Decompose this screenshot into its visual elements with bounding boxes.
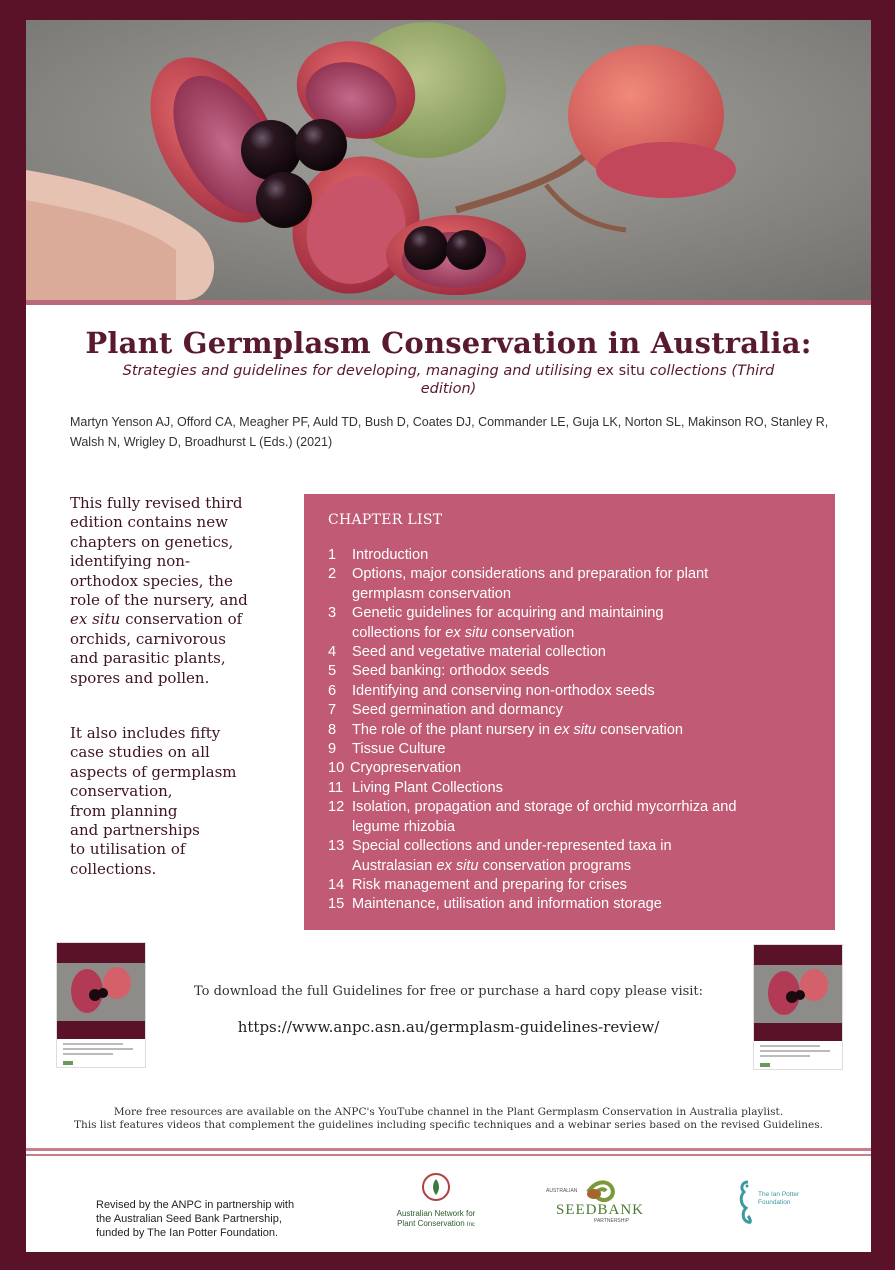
- more-resources-line: This list features videos that complement the guidelines including specific techniques and a webinar series based on the revised Guidelines.: [74, 1119, 823, 1131]
- cover-thumbnail: [753, 944, 843, 1070]
- seedbank-top: AUSTRALIAN: [546, 1188, 578, 1194]
- blurb-line: identifying non-: [70, 552, 191, 571]
- page: [26, 20, 871, 1252]
- subtitle-part: edition): [420, 381, 477, 397]
- hero-photo: [26, 20, 871, 300]
- chapter-item: [328, 837, 811, 876]
- chapter-title: [352, 798, 811, 837]
- subtitle-part: Strategies and guidelines for developing, managing and utilising: [122, 363, 597, 379]
- chapter-title: [352, 604, 811, 643]
- chapter-item: [328, 565, 811, 604]
- subtitle: [76, 362, 821, 398]
- credit-line: Revised by the ANPC in partnership with: [96, 1199, 295, 1211]
- chapter-number: 9: [328, 741, 337, 758]
- chapter-item: [328, 895, 811, 914]
- chapter-number: 4: [328, 644, 337, 661]
- footer-divider: [26, 1148, 871, 1151]
- footer-divider: [26, 1154, 871, 1156]
- blurb-line: spores and pollen.: [70, 668, 210, 687]
- authors: [70, 412, 840, 452]
- chapter-title: Cryopreservation: [350, 760, 462, 777]
- chapter-item: [328, 546, 811, 565]
- blurb-line: orchids, carnivorous: [70, 629, 226, 648]
- chapter-title: Risk management and preparing for crises: [352, 876, 627, 893]
- blurb-line: role of the nursery, and: [70, 591, 248, 610]
- download-instructions: To download the full Guidelines for free or purchase a hard copy please visit:: [193, 984, 704, 999]
- chapter-number: 11: [328, 779, 344, 796]
- chapter-title: Introduction: [352, 547, 429, 563]
- chapter-item: [328, 798, 811, 837]
- anpc-emblem-icon: [421, 1172, 451, 1202]
- case-studies-blurb: [70, 724, 270, 879]
- chapter-number: 14: [328, 876, 345, 893]
- page-title: Plant Germplasm Conservation in Australia:: [85, 326, 812, 360]
- cover-thumbnail-image: [754, 945, 843, 1070]
- guidelines-link[interactable]: https://www.anpc.asn.au/germplasm-guidelines-review/: [237, 1018, 660, 1036]
- seahorse-icon: [734, 1178, 814, 1228]
- chapter-number: 1: [328, 547, 337, 563]
- chapter-item: [328, 779, 811, 798]
- chapter-title-line: legume rhizobia: [352, 818, 456, 835]
- chapter-number: 7: [328, 702, 337, 719]
- anpc-name-line: Australian Network for: [396, 1209, 476, 1218]
- chapter-item: [328, 701, 811, 720]
- blurb-line: aspects of germplasm: [70, 762, 237, 781]
- blurb-line: from planning: [70, 801, 178, 820]
- subtitle-ex-situ: ex situ: [596, 363, 646, 379]
- blurb-line: orthodox species, the: [70, 571, 233, 590]
- chapter-list-heading: CHAPTER LIST: [328, 512, 443, 528]
- chapter-number: 6: [328, 682, 337, 699]
- chapter-item: [328, 643, 811, 662]
- chapter-title: [352, 837, 811, 876]
- blurb-line: edition contains new: [70, 513, 228, 532]
- chapter-ex-situ: ex situ: [554, 721, 597, 738]
- blurb-line: It also includes fifty: [70, 724, 221, 742]
- chapter-title: [352, 721, 811, 740]
- chapter-title: Seed and vegetative material collection: [352, 644, 606, 661]
- hero-divider: [26, 300, 871, 305]
- chapter-item: [328, 604, 811, 643]
- chapter-title: Tissue Culture: [352, 741, 446, 758]
- more-resources-line: More free resources are available on the ANPC's YouTube channel in the Plant Germplasm Conservation in Australia playlist.: [113, 1106, 784, 1118]
- chapter-title-line: germplasm conservation: [352, 585, 511, 602]
- chapter-ex-situ: ex situ: [436, 857, 479, 874]
- partnership-credit: [96, 1198, 326, 1240]
- blurb-text: conservation of: [120, 610, 243, 629]
- authors-line: Martyn Yenson AJ, Offord CA, Meagher PF, Auld TD, Bush D, Coates DJ, Commander LE, Guja LK, Norton SL, Makinson RO, Stanley R,: [70, 415, 829, 429]
- seedbank-bottom: PARTNERSHIP: [594, 1218, 630, 1224]
- chapter-title-line: Australasian: [352, 857, 437, 874]
- chapter-title-line: Options, major considerations and preparation for plant: [352, 566, 709, 583]
- chapter-item: [328, 740, 811, 759]
- chapter-number: 12: [328, 799, 345, 816]
- authors-line: Walsh N, Wrigley D, Broadhurst L (Eds.) (2021): [70, 435, 333, 449]
- cover-thumbnail-image: [57, 943, 146, 1068]
- chapter-title: Seed germination and dormancy: [352, 702, 563, 719]
- seedbank-logo: [546, 1178, 646, 1231]
- chapter-item: [328, 876, 811, 895]
- chapter-title: Living Plant Collections: [352, 779, 503, 796]
- chapter-number: 8: [328, 721, 337, 738]
- blurb-line: case studies on all: [70, 743, 210, 762]
- more-resources: [56, 1106, 841, 1132]
- anpc-name-line: [386, 1219, 486, 1230]
- chapter-ex-situ: ex situ: [445, 624, 488, 641]
- chapter-number: 13: [328, 838, 345, 855]
- chapter-number: 2: [328, 566, 337, 583]
- chapter-item: [328, 759, 811, 778]
- chapter-item: [328, 682, 811, 701]
- subtitle-part: collections (Third: [645, 363, 775, 379]
- chapter-title-line: conservation: [596, 721, 683, 738]
- anpc-name-text: Plant Conservation: [397, 1219, 465, 1228]
- chapter-title: Maintenance, utilisation and information storage: [352, 896, 662, 913]
- blurb-line: and partnerships: [70, 821, 200, 840]
- blurb-line: conservation,: [70, 782, 173, 801]
- chapter-title-line: Special collections and under-represented taxa in: [352, 838, 672, 855]
- chapter-item: [328, 662, 811, 681]
- blurb-line: to utilisation of: [70, 840, 186, 859]
- chapter-title: Seed banking: orthodox seeds: [352, 663, 550, 680]
- anpc-inc: Inc: [466, 1222, 475, 1228]
- intro-blurb: [70, 494, 270, 688]
- cover-thumbnail: [56, 942, 146, 1068]
- chapter-title-line: Genetic guidelines for acquiring and maintaining: [352, 605, 664, 622]
- chapter-title-line: The role of the plant nursery in: [352, 721, 554, 738]
- chapter-title: Identifying and conserving non-orthodox seeds: [352, 682, 655, 699]
- anpc-logo: [386, 1172, 486, 1230]
- chapter-list-box: [304, 494, 835, 930]
- chapter-title-line: conservation programs: [478, 857, 632, 874]
- ian-potter-logo: [734, 1178, 814, 1233]
- seedbank-main: SEEDBANK: [556, 1202, 645, 1218]
- blurb-line: and parasitic plants,: [70, 649, 226, 668]
- chapter-title-line: Isolation, propagation and storage of orchid mycorrhiza and: [352, 799, 737, 816]
- blurb-line: collections.: [70, 859, 157, 878]
- potter-name-line: The Ian Potter: [758, 1191, 800, 1198]
- blurb-ex-situ: ex situ: [70, 610, 121, 629]
- blurb-line: This fully revised third: [70, 494, 243, 512]
- chapter-title: [352, 565, 811, 604]
- chapter-number: 3: [328, 605, 337, 622]
- seedbank-logo-graphic: [546, 1178, 646, 1226]
- chapter-item: [328, 721, 811, 740]
- blurb-line: [70, 610, 270, 629]
- chapter-number: 5: [328, 663, 337, 680]
- potter-name-line: Foundation: [758, 1199, 791, 1206]
- anpc-name: [386, 1209, 486, 1230]
- chapter-title-line: conservation: [487, 624, 575, 641]
- blurb-line: chapters on genetics,: [70, 532, 234, 551]
- credit-line: the Australian Seed Bank Partnership,: [96, 1213, 282, 1225]
- chapter-title-line: collections for: [352, 624, 446, 641]
- seed-pod-illustration: [26, 20, 871, 300]
- chapter-number: 15: [328, 896, 345, 913]
- chapter-number: 10: [328, 760, 345, 777]
- credit-line: funded by The Ian Potter Foundation.: [96, 1227, 279, 1239]
